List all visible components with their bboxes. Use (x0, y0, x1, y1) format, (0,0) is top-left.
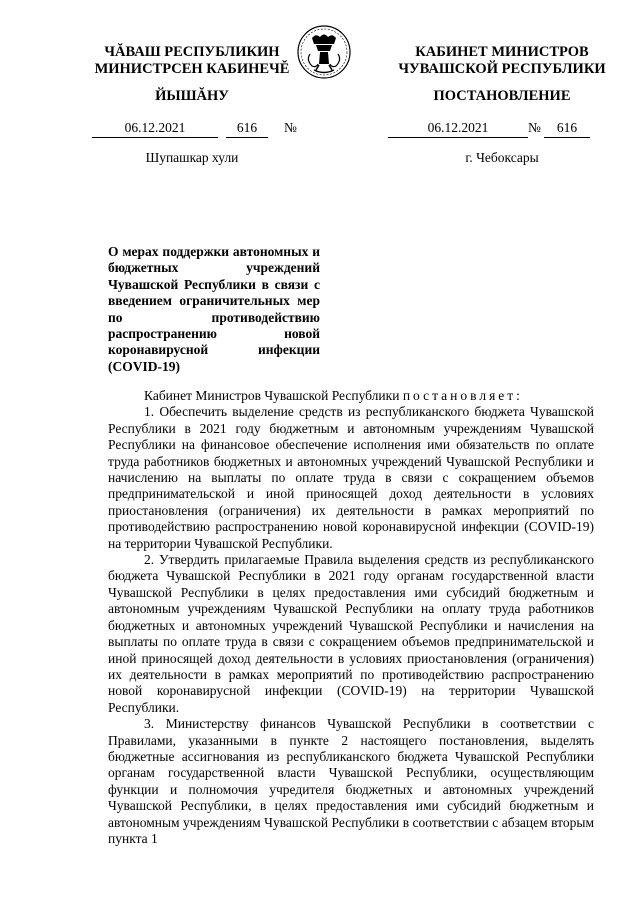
number-sign-right: № (528, 120, 541, 135)
number-right: 616 (544, 120, 590, 138)
paragraph-3: 3. Министерству финансов Чувашской Республики в соответствии с Правилами, указанными в пункте 2 настоящего постановления, выделять бюджетные ассигнования из республиканского бюджета Чувашской Республики органам государственной власти Чувашской Республики, осуществляющим функции и полномочия учредителя бюджетных и автономных учреждений Чувашской Республики, в целях предоставления ими субсидий бюджетным и автономным учреждениям Чувашской Республики в соответствии с абзацем вторым пункта 1 (108, 716, 594, 846)
header-left-line2: МИНИСТРСЕН КАБИНЕЧĔ (94, 61, 290, 77)
header-left-authority (82, 44, 302, 78)
header-right-authority (372, 44, 632, 78)
city-right: г. Чебоксары (465, 150, 539, 165)
date-right: 06.12.2021 (388, 120, 528, 138)
intro-paragraph (108, 388, 594, 404)
header-right-line1: КАБИНЕТ МИНИСТРОВ (415, 44, 589, 60)
doctype-left: ЙЫШĂНУ (155, 88, 229, 104)
number-sign-left: № (284, 120, 297, 135)
header-left-line1: ЧĂВАШ РЕСПУБЛИКИН (104, 44, 280, 60)
document-body (108, 388, 594, 847)
chuvash-emblem-icon (296, 24, 352, 80)
header-right-line2: ЧУВАШСКОЙ РЕСПУБЛИКИ (398, 61, 606, 77)
document-title: О мерах поддержки автономных и бюджетных учреждений Чувашской Республики в связи с введением ограничительных мер по противодействию распространению новой коронавирусной инфекции (COVID-19) (108, 244, 320, 374)
number-left: 616 (226, 120, 268, 138)
date-number-right (320, 120, 640, 138)
date-number-left (0, 120, 320, 138)
intro-verb: постановляет: (402, 388, 523, 403)
intro-subject: Кабинет Министров Чувашской Республики (144, 388, 400, 403)
date-left: 06.12.2021 (92, 120, 218, 138)
city-left: Шупашкар хули (145, 150, 239, 165)
paragraph-1: 1. Обеспечить выделение средств из республиканского бюджета Чувашской Республики в 2021 году бюджетным и автономным учреждениям Чувашской Республики на финансовое обеспечение исполнения ими обязательств по оплате труда работников бюджетных и автономных учреждений Чувашской Республики и начислению на выплаты по оплате труда в связи с сокращением объемов предпринимательской и иной приносящей доход деятельности в условиях приостановления (ограничения) их деятельности в рамках мероприятий по противодействию распространению новой коронавирусной инфекции (COVID-19) на территории Чувашской Республики. (108, 404, 594, 551)
doctype-right: ПОСТАНОВЛЕНИЕ (433, 88, 571, 104)
paragraph-2: 2. Утвердить прилагаемые Правила выделения средств из республиканского бюджета Чувашской Республики в 2021 году органам государственной власти Чувашской Республики в целях предоставления ими субсидий бюджетным и автономным учреждениям Чувашской Республики на оплату труда работников бюджетных и автономных учреждений Чувашской Республики и начисления на выплаты по оплате труда в связи с сокращением объемов предпринимательской и иной приносящей доход деятельности в условиях приостановления (ограничения) их деятельности в рамках мероприятий по противодействию распространению новой коронавирусной инфекции (COVID-19) на территории Чувашской Республики. (108, 552, 594, 715)
